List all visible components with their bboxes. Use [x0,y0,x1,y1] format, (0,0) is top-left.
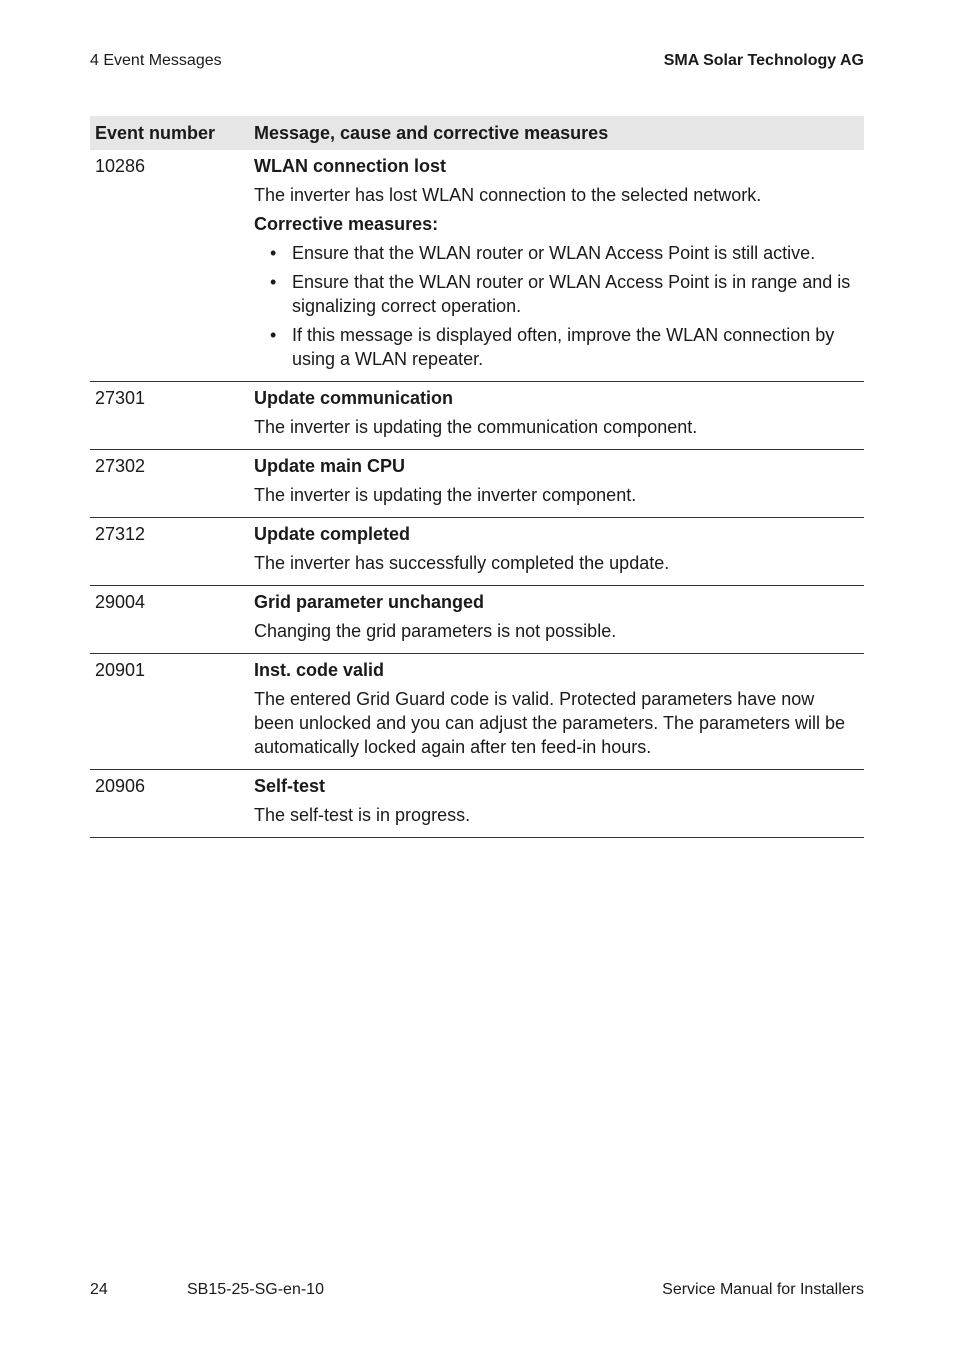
event-message-cell [249,518,864,586]
table-header-row [90,116,864,150]
event-number: 29004 [90,586,249,654]
table-row [90,518,864,586]
list-item [254,241,859,265]
event-title: Inst. code valid [254,660,385,680]
page-number: 24 [90,1281,108,1298]
event-text: Changing the grid parameters is not possible. [254,621,617,641]
column-header-message: Message, cause and corrective measures [249,116,864,150]
document-title: Service Manual for Installers [662,1281,864,1298]
measure-text: Ensure that the WLAN router or WLAN Access Point is still active. [292,243,816,263]
document-code: SB15-25-SG-en-10 [187,1281,324,1298]
list-item [254,323,859,371]
event-number: 10286 [90,150,249,382]
event-title: Update main CPU [254,456,406,476]
event-number: 27312 [90,518,249,586]
table-row [90,654,864,770]
measure-text: If this message is displayed often, improve the WLAN connection by using a WLAN repeater. [292,325,835,369]
table-row [90,150,864,382]
event-title: WLAN connection lost [254,156,446,176]
column-header-event-number: Event number [90,116,249,150]
event-message-cell [249,150,864,382]
bullet-icon: • [270,243,277,263]
event-title: Update completed [254,524,411,544]
table-row [90,450,864,518]
event-title: Self-test [254,776,326,796]
list-item [254,270,859,318]
event-message-cell [249,654,864,770]
bullet-icon: • [270,325,277,345]
event-text: The inverter has successfully completed the update. [254,553,670,573]
event-text: The inverter is updating the inverter component. [254,485,637,505]
table-row [90,770,864,838]
event-text: The entered Grid Guard code is valid. Protected parameters have now been unlocked and you can adjust the parameters. The parameters will be automatically locked again after ten feed-in hours. [254,689,846,757]
header-section: 4 Event Messages [90,52,222,69]
event-message-cell [249,586,864,654]
event-message-cell [249,382,864,450]
table-row [90,382,864,450]
event-number: 27301 [90,382,249,450]
event-message-cell [249,450,864,518]
event-text: The inverter has lost WLAN connection to the selected network. [254,185,762,205]
header-company: SMA Solar Technology AG [663,52,864,69]
event-title: Update communication [254,388,454,408]
event-number: 20901 [90,654,249,770]
event-table [90,116,864,838]
event-title: Grid parameter unchanged [254,592,485,612]
corrective-measures-list [254,241,859,371]
event-number: 20906 [90,770,249,838]
table-row [90,586,864,654]
bullet-icon: • [270,272,277,292]
measure-text: Ensure that the WLAN router or WLAN Access Point is in range and is signalizing correct operation. [292,272,851,316]
corrective-measures-title: Corrective measures: [254,214,439,234]
event-message-cell [249,770,864,838]
event-number: 27302 [90,450,249,518]
event-text: The self-test is in progress. [254,805,471,825]
event-text: The inverter is updating the communication component. [254,417,698,437]
